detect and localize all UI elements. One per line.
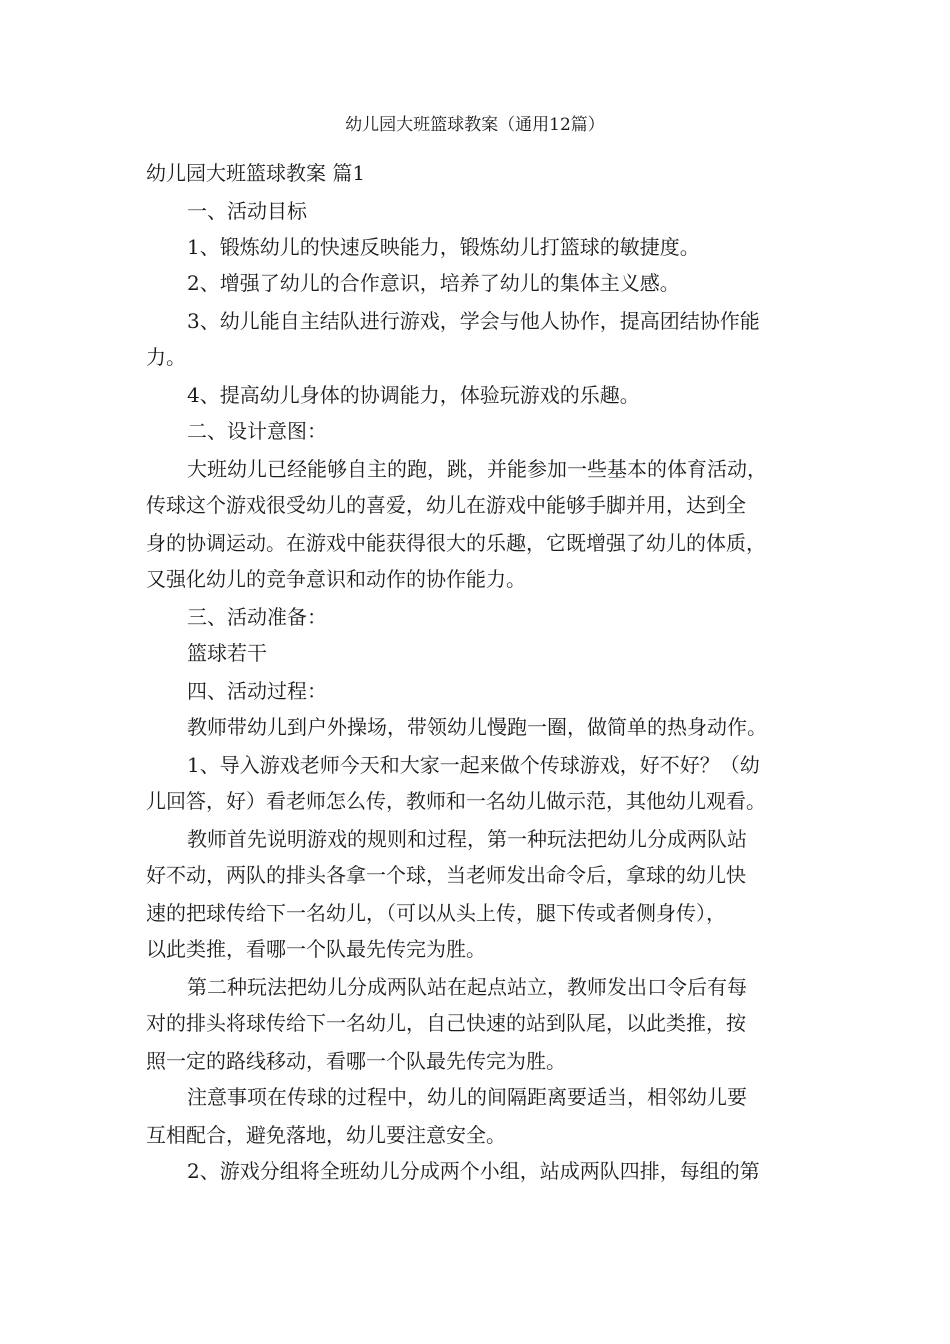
goal-line: 4、提高幼儿身体的协调能力，体验玩游戏的乐趣。 [187,383,640,407]
heading-design-intent: 二、设计意图： [187,419,327,443]
paragraph-line: 1、导入游戏老师今天和大家一起来做个传球游戏，好不好？（幼 [187,753,760,777]
goal-line: 1、锻炼幼儿的快速反映能力，锻炼幼儿打篮球的敏捷度。 [187,235,700,259]
goal-line-continued: 力。 [146,345,186,369]
section-heading: 幼儿园大班篮球教案 篇1 [146,161,366,185]
paragraph-line: 身的协调运动。在游戏中能获得很大的乐趣，它既增强了幼儿的体质， [146,531,766,555]
heading-activity-process: 四、活动过程： [187,679,327,703]
heading-activity-goals: 一、活动目标 [187,199,307,223]
paragraph-line: 2、游戏分组将全班幼儿分成两个小组，站成两队四排，每组的第 [187,1159,760,1183]
paragraph-line: 传球这个游戏很受幼儿的喜爱，幼儿在游戏中能够手脚并用，达到全 [146,493,746,517]
heading-activity-prep: 三、活动准备： [187,605,327,629]
paragraph-line: 以此类推，看哪一个队最先传完为胜。 [146,937,486,961]
paragraph-line: 照一定的路线移动，看哪一个队最先传完为胜。 [146,1049,566,1073]
paragraph-line: 注意事项在传球的过程中，幼儿的间隔距离要适当，相邻幼儿要 [187,1085,747,1109]
paragraph-line: 篮球若干 [187,641,267,665]
goal-line: 3、幼儿能自主结队进行游戏，学会与他人协作，提高团结协作能 [187,309,760,333]
paragraph-line: 对的排头将球传给下一名幼儿，自己快速的站到队尾，以此类推，按 [146,1011,746,1035]
paragraph-line: 教师首先说明游戏的规则和过程，第一种玩法把幼儿分成两队站 [187,827,747,851]
paragraph-line: 教师带幼儿到户外操场，带领幼儿慢跑一圈，做简单的热身动作。 [187,715,767,739]
paragraph-line: 速的把球传给下一名幼儿，（可以从头上传，腿下传或者侧身传）， [146,901,726,925]
paragraph-line: 儿回答，好）看老师怎么传，教师和一名幼儿做示范，其他幼儿观看。 [146,789,766,813]
paragraph-line: 互相配合，避免落地，幼儿要注意安全。 [146,1123,506,1147]
goal-line: 2、增强了幼儿的合作意识，培养了幼儿的集体主义感。 [187,271,680,295]
paragraph-line: 第二种玩法把幼儿分成两队站在起点站立，教师发出口令后有每 [187,975,747,999]
document-title: 幼儿园大班篮球教案（通用12篇） [345,115,605,135]
paragraph-line: 好不动，两队的排头各拿一个球，当老师发出命令后，拿球的幼儿快 [146,863,746,887]
paragraph-line: 又强化幼儿的竞争意识和动作的协作能力。 [146,567,526,591]
paragraph-line: 大班幼儿已经能够自主的跑，跳，并能参加一些基本的体育活动， [187,457,767,481]
